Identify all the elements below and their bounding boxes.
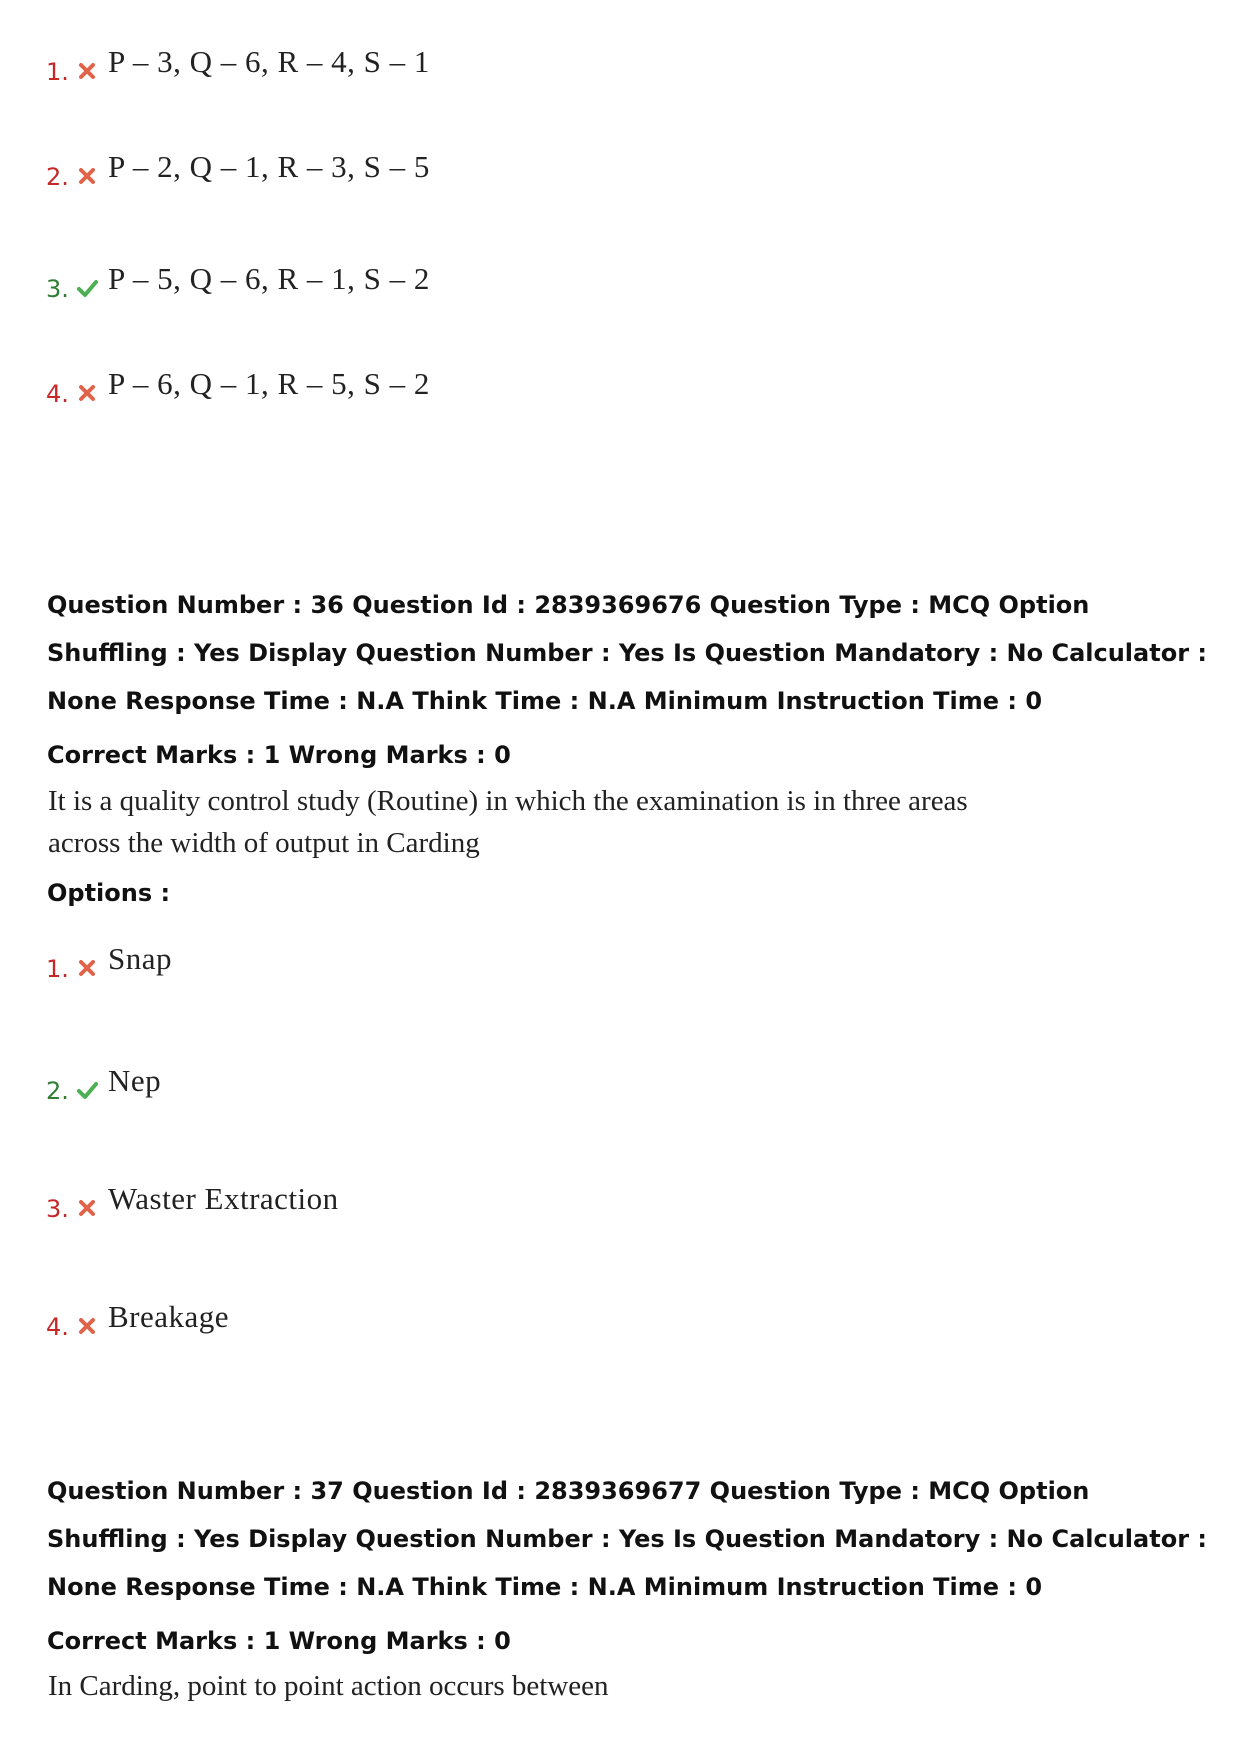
option-number: 4. (46, 380, 69, 408)
question-line: In Carding, point to point action occurs between (48, 1670, 609, 1702)
q35-option-2 (46, 149, 430, 191)
option-text: Snap (108, 941, 172, 976)
cross-icon (76, 1315, 98, 1337)
q37-marks: Correct Marks : 1 Wrong Marks : 0 (47, 1627, 511, 1655)
option-number: 2. (46, 163, 69, 191)
q36-option-3 (46, 1181, 339, 1223)
option-text: Breakage (108, 1299, 230, 1334)
q36-option-4 (46, 1299, 229, 1341)
option-text: Nep (108, 1063, 162, 1098)
cross-icon (76, 382, 98, 404)
q36-option-1 (46, 941, 172, 983)
options-label: Options : (47, 879, 171, 907)
q37-question-text (48, 1665, 1048, 1707)
option-number: 1. (46, 955, 69, 983)
q37-metadata: Question Number : 37 Question Id : 2839369677 Question Type : MCQ Option Shuffling : Yes Display Question Number : Yes Is Question Mandatory : No Calculator : None Response Time : N.A Think Time : N.A Minimum Instruction Time : 0 (47, 1477, 1207, 1601)
cross-icon (76, 165, 98, 187)
option-text: P – 2, Q – 1, R – 3, S – 5 (108, 149, 430, 184)
q36-question-text (48, 780, 1048, 864)
cross-icon (76, 957, 98, 979)
option-number: 1. (46, 58, 69, 86)
cross-icon (76, 60, 98, 82)
check-icon (76, 277, 98, 299)
option-text: P – 3, Q – 6, R – 4, S – 1 (108, 44, 430, 79)
option-number: 3. (46, 1195, 69, 1223)
q35-option-3 (46, 261, 430, 303)
q36-metadata: Question Number : 36 Question Id : 2839369676 Question Type : MCQ Option Shuffling : Yes Display Question Number : Yes Is Question Mandatory : No Calculator : None Response Time : N.A Think Time : N.A Minimum Instruction Time : 0 (47, 591, 1207, 715)
q36-option-2 (46, 1063, 161, 1105)
option-number: 3. (46, 275, 69, 303)
q35-option-4 (46, 366, 430, 408)
check-icon (76, 1079, 98, 1101)
option-number: 4. (46, 1313, 69, 1341)
option-text: P – 6, Q – 1, R – 5, S – 2 (108, 366, 430, 401)
q36-marks: Correct Marks : 1 Wrong Marks : 0 (47, 741, 511, 769)
option-text: P – 5, Q – 6, R – 1, S – 2 (108, 261, 430, 296)
cross-icon (76, 1197, 98, 1219)
option-number: 2. (46, 1077, 69, 1105)
question-line: It is a quality control study (Routine) in which the examination is in three areas (48, 785, 968, 817)
q35-option-1 (46, 44, 430, 86)
question-line: across the width of output in Carding (48, 827, 480, 859)
option-text: Waster Extraction (108, 1181, 339, 1216)
